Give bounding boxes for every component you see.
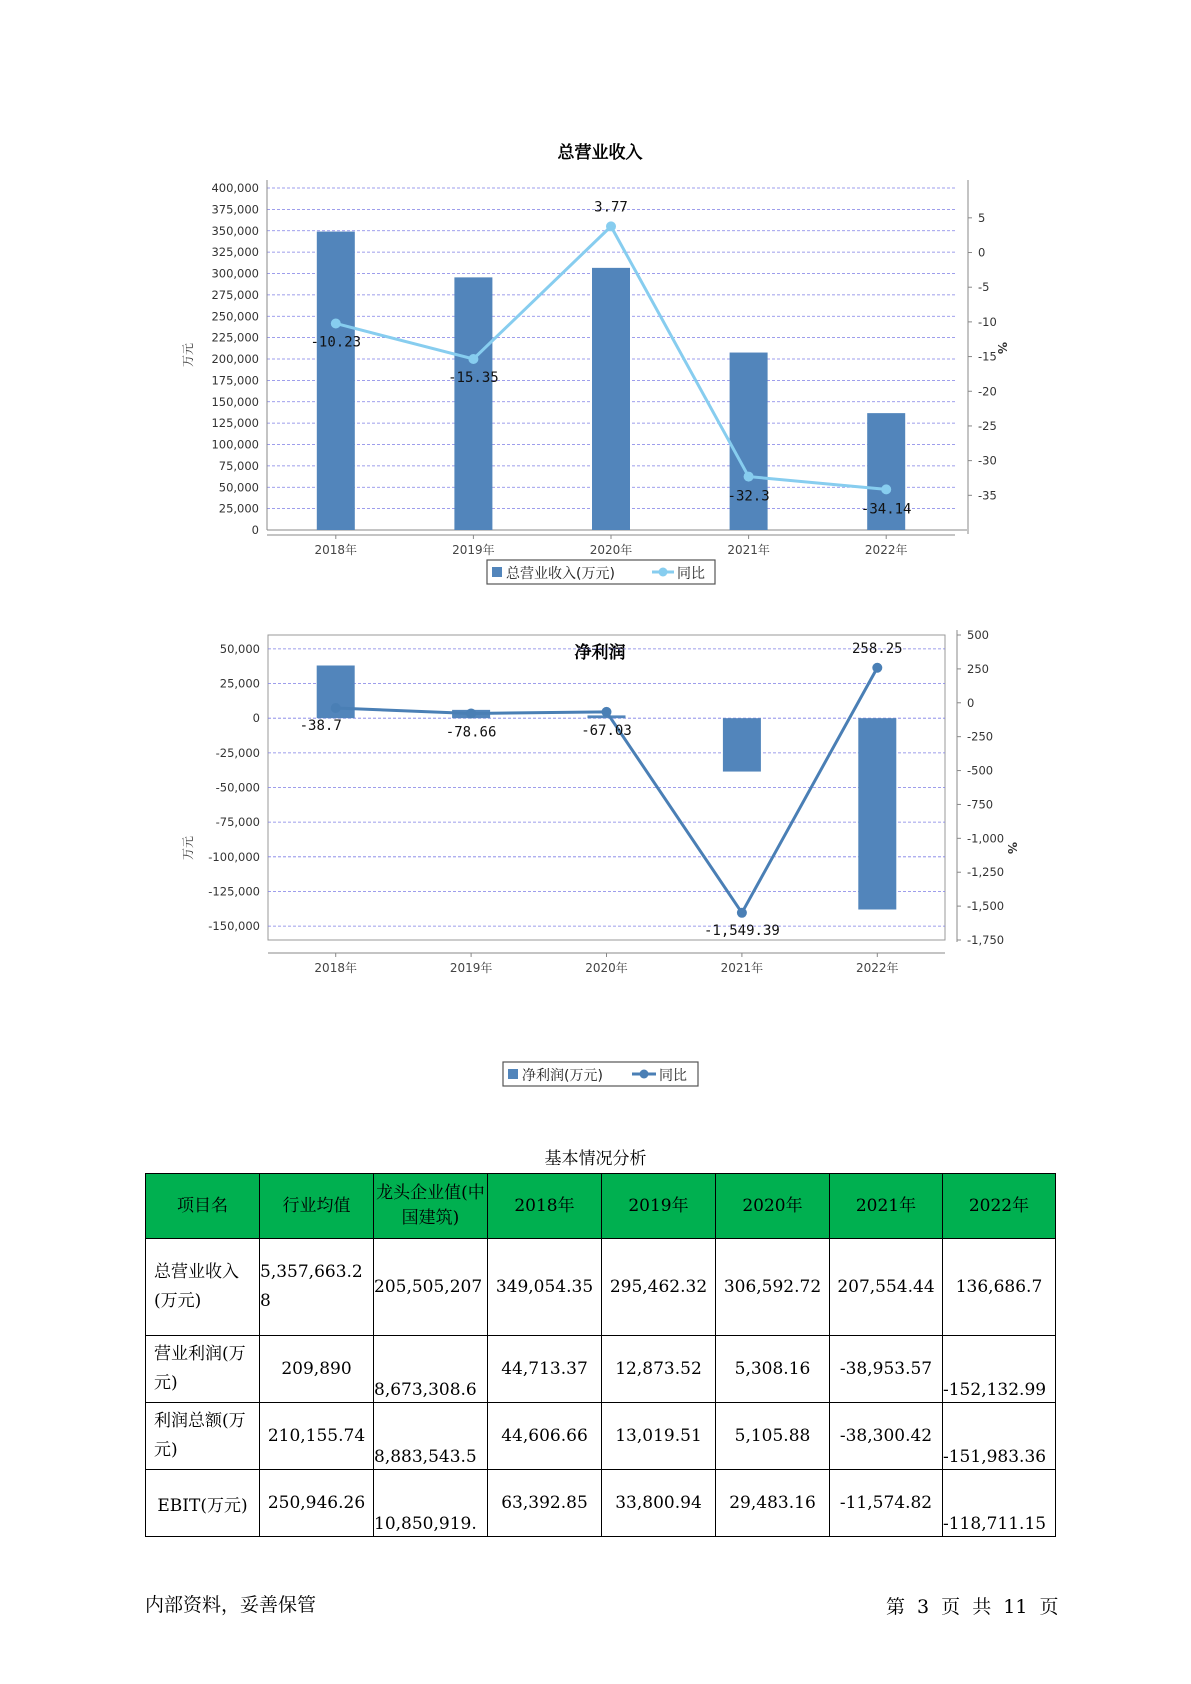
y-right-tick-label: 0 — [978, 245, 986, 260]
x-tick-label: 2018年 — [314, 543, 358, 557]
y-tick-label: 375,000 — [211, 202, 259, 217]
plot-area — [211, 180, 996, 557]
table-cell: 29,483.16 — [716, 1470, 830, 1537]
y-right-tick-label: -10 — [978, 314, 997, 329]
line-series — [336, 668, 878, 913]
table-cell: 8,883,543.5 — [374, 1403, 488, 1470]
y-tick-label: 25,000 — [219, 676, 260, 691]
row-label: 营业利润(万元) — [146, 1336, 260, 1403]
y-right-tick-label: -20 — [978, 384, 997, 399]
data-label: -78.66 — [445, 724, 497, 741]
y-right-tick-label: -1,250 — [967, 865, 1005, 880]
data-label: 258.25 — [852, 640, 903, 657]
y-tick-label: 50,000 — [219, 641, 260, 656]
x-tick-label: 2020年 — [585, 961, 628, 975]
legend-line-label: 同比 — [659, 1068, 687, 1084]
y-right-tick-label: -500 — [967, 763, 994, 778]
header-cell: 2022年 — [943, 1174, 1056, 1239]
y-tick-label: 0 — [251, 523, 259, 537]
data-label: -32.3 — [727, 488, 770, 505]
table-cell: 10,850,919. — [374, 1470, 488, 1537]
data-label: -1,549.39 — [703, 922, 780, 939]
table-caption: 基本情况分析 — [544, 1149, 647, 1169]
x-tick-label: 2022年 — [856, 961, 899, 975]
table-cell: -38,953.57 — [830, 1336, 943, 1403]
line-point — [744, 472, 754, 482]
y-axis-left-label: 万元 — [181, 342, 195, 368]
y-right-tick-label: -5 — [978, 280, 990, 295]
table-cell: 63,392.85 — [488, 1470, 602, 1537]
table-row — [146, 1336, 1056, 1403]
y-tick-label: -75,000 — [215, 815, 260, 830]
x-tick-label: 2018年 — [314, 961, 357, 975]
header-cell: 龙头企业值(中国建筑) — [374, 1174, 488, 1239]
table-cell: 13,019.51 — [602, 1403, 716, 1470]
y-tick-label: 125,000 — [211, 416, 259, 431]
data-label: -34.14 — [860, 501, 912, 518]
data-label: -67.03 — [581, 722, 632, 739]
row-label: 总营业收入(万元) — [146, 1239, 260, 1336]
y-right-tick-label: 0 — [967, 695, 975, 710]
y-tick-label: -25,000 — [215, 745, 260, 760]
table-cell: 5,308.16 — [716, 1336, 830, 1403]
table-cell: 210,155.74 — [260, 1403, 374, 1470]
table-row — [146, 1470, 1056, 1537]
y-tick-label: -100,000 — [208, 849, 260, 864]
y-right-tick-label: -1,750 — [967, 933, 1005, 947]
table-cell: 209,890 — [260, 1336, 374, 1403]
table-cell: -38,300.42 — [830, 1403, 943, 1470]
y-right-tick-label: -15 — [978, 349, 997, 364]
header-cell: 行业均值 — [260, 1174, 374, 1239]
y-right-tick-label: -750 — [967, 797, 994, 812]
line-point — [468, 354, 478, 364]
table-cell: 5,357,663.28 — [260, 1239, 374, 1336]
header-cell: 2021年 — [830, 1174, 943, 1239]
legend-line-marker — [659, 568, 668, 577]
table-cell: 136,686.7 — [943, 1239, 1056, 1336]
table-cell: 33,800.94 — [602, 1470, 716, 1537]
y-tick-label: 225,000 — [211, 330, 259, 345]
y-tick-label: -150,000 — [208, 919, 260, 934]
y-tick-label: -50,000 — [215, 780, 260, 795]
legend-bar-label: 总营业收入(万元) — [506, 566, 615, 582]
table-cell: 306,592.72 — [716, 1239, 830, 1336]
y-right-tick-label: -35 — [978, 488, 997, 503]
y-right-tick-label: -1,500 — [967, 899, 1005, 914]
basic-analysis-table — [145, 1173, 1056, 1537]
line-point — [606, 221, 616, 231]
table-row — [146, 1403, 1056, 1470]
line-point — [872, 663, 882, 673]
x-tick-label: 2022年 — [864, 543, 908, 557]
x-tick-label: 2021年 — [720, 961, 764, 975]
line-point — [737, 908, 747, 918]
row-label: 利润总额(万元) — [146, 1403, 260, 1470]
y-tick-label: 0 — [252, 711, 260, 726]
y-axis-right-label: % — [1005, 841, 1019, 855]
footer-page-number: 第 3 页 共 11 页 — [886, 1596, 1059, 1618]
y-tick-label: 325,000 — [211, 245, 259, 260]
table-cell: 8,673,308.6 — [374, 1336, 488, 1403]
y-right-tick-label: 5 — [978, 210, 986, 225]
bar — [592, 268, 630, 530]
y-tick-label: 150,000 — [211, 394, 259, 409]
legend — [503, 1062, 698, 1086]
table-cell: -152,132.99 — [943, 1336, 1056, 1403]
table-cell: 205,505,207 — [374, 1239, 488, 1336]
table-cell: 250,946.26 — [260, 1470, 374, 1537]
x-tick-label: 2020年 — [589, 543, 633, 557]
legend — [487, 560, 715, 584]
y-right-tick-label: -1,000 — [967, 831, 1005, 846]
table-row — [146, 1239, 1056, 1336]
y-right-tick-label: -25 — [978, 418, 997, 433]
y-right-tick-label: -250 — [967, 729, 994, 744]
header-cell: 2018年 — [488, 1174, 602, 1239]
legend-bar-label: 净利润(万元) — [522, 1068, 603, 1084]
y-axis-left-label: 万元 — [181, 835, 195, 861]
legend-bar-swatch — [492, 567, 502, 577]
table-cell: -11,574.82 — [830, 1470, 943, 1537]
table-cell: 12,873.52 — [602, 1336, 716, 1403]
legend-line-label: 同比 — [677, 566, 705, 582]
bar — [454, 277, 492, 530]
bar — [858, 718, 896, 909]
table-cell: 44,606.66 — [488, 1403, 602, 1470]
y-tick-label: 250,000 — [211, 309, 259, 324]
data-label: -10.23 — [310, 334, 362, 351]
chart-title: 净利润 — [574, 643, 626, 663]
y-tick-label: 50,000 — [218, 480, 259, 495]
y-tick-label: 75,000 — [218, 458, 259, 473]
y-tick-label: 200,000 — [211, 352, 259, 366]
table-cell: 5,105.88 — [716, 1403, 830, 1470]
header-cell: 项目名 — [146, 1174, 260, 1239]
x-tick-label: 2021年 — [727, 543, 770, 557]
table-cell: 349,054.35 — [488, 1239, 602, 1336]
y-right-tick-label: 500 — [967, 630, 989, 642]
data-label: 3.77 — [594, 199, 628, 216]
y-tick-label: 400,000 — [211, 181, 259, 195]
row-label: EBIT(万元) — [146, 1470, 260, 1537]
y-right-tick-label: -30 — [978, 453, 997, 468]
line-point — [331, 703, 341, 713]
y-tick-label: 300,000 — [211, 266, 259, 281]
legend-line-marker — [640, 1070, 649, 1079]
line-point — [466, 708, 476, 718]
table-header-row — [146, 1174, 1056, 1239]
line-point — [881, 484, 891, 494]
y-tick-label: -125,000 — [208, 884, 260, 899]
legend-bar-swatch — [508, 1069, 518, 1079]
bar — [723, 718, 761, 771]
profit-chart — [0, 630, 1191, 1100]
y-tick-label: 25,000 — [218, 501, 259, 516]
y-tick-label: 275,000 — [211, 287, 259, 302]
data-label: -15.35 — [448, 370, 499, 386]
chart-title: 总营业收入 — [557, 143, 643, 163]
header-cell: 2019年 — [602, 1174, 716, 1239]
table-cell: 207,554.44 — [830, 1239, 943, 1336]
table-cell: 44,713.37 — [488, 1336, 602, 1403]
bar — [317, 232, 355, 530]
x-tick-label: 2019年 — [449, 961, 493, 975]
data-label: -38.7 — [299, 718, 342, 735]
y-tick-label: 100,000 — [211, 437, 259, 452]
y-axis-right-label: % — [995, 341, 1009, 355]
table-cell: -118,711.15 — [943, 1470, 1056, 1537]
line-point — [331, 318, 341, 328]
x-tick-label: 2019年 — [452, 543, 495, 557]
y-right-tick-label: 250 — [967, 661, 989, 676]
footer-confidential-note: 内部资料，妥善保管 — [145, 1594, 317, 1616]
revenue-chart — [0, 130, 1191, 610]
header-cell: 2020年 — [716, 1174, 830, 1239]
line-point — [602, 707, 612, 717]
table-cell: 295,462.32 — [602, 1239, 716, 1336]
table-cell: -151,983.36 — [943, 1403, 1056, 1470]
y-tick-label: 175,000 — [211, 373, 259, 388]
plot-area — [208, 630, 1004, 975]
y-tick-label: 350,000 — [211, 223, 259, 238]
